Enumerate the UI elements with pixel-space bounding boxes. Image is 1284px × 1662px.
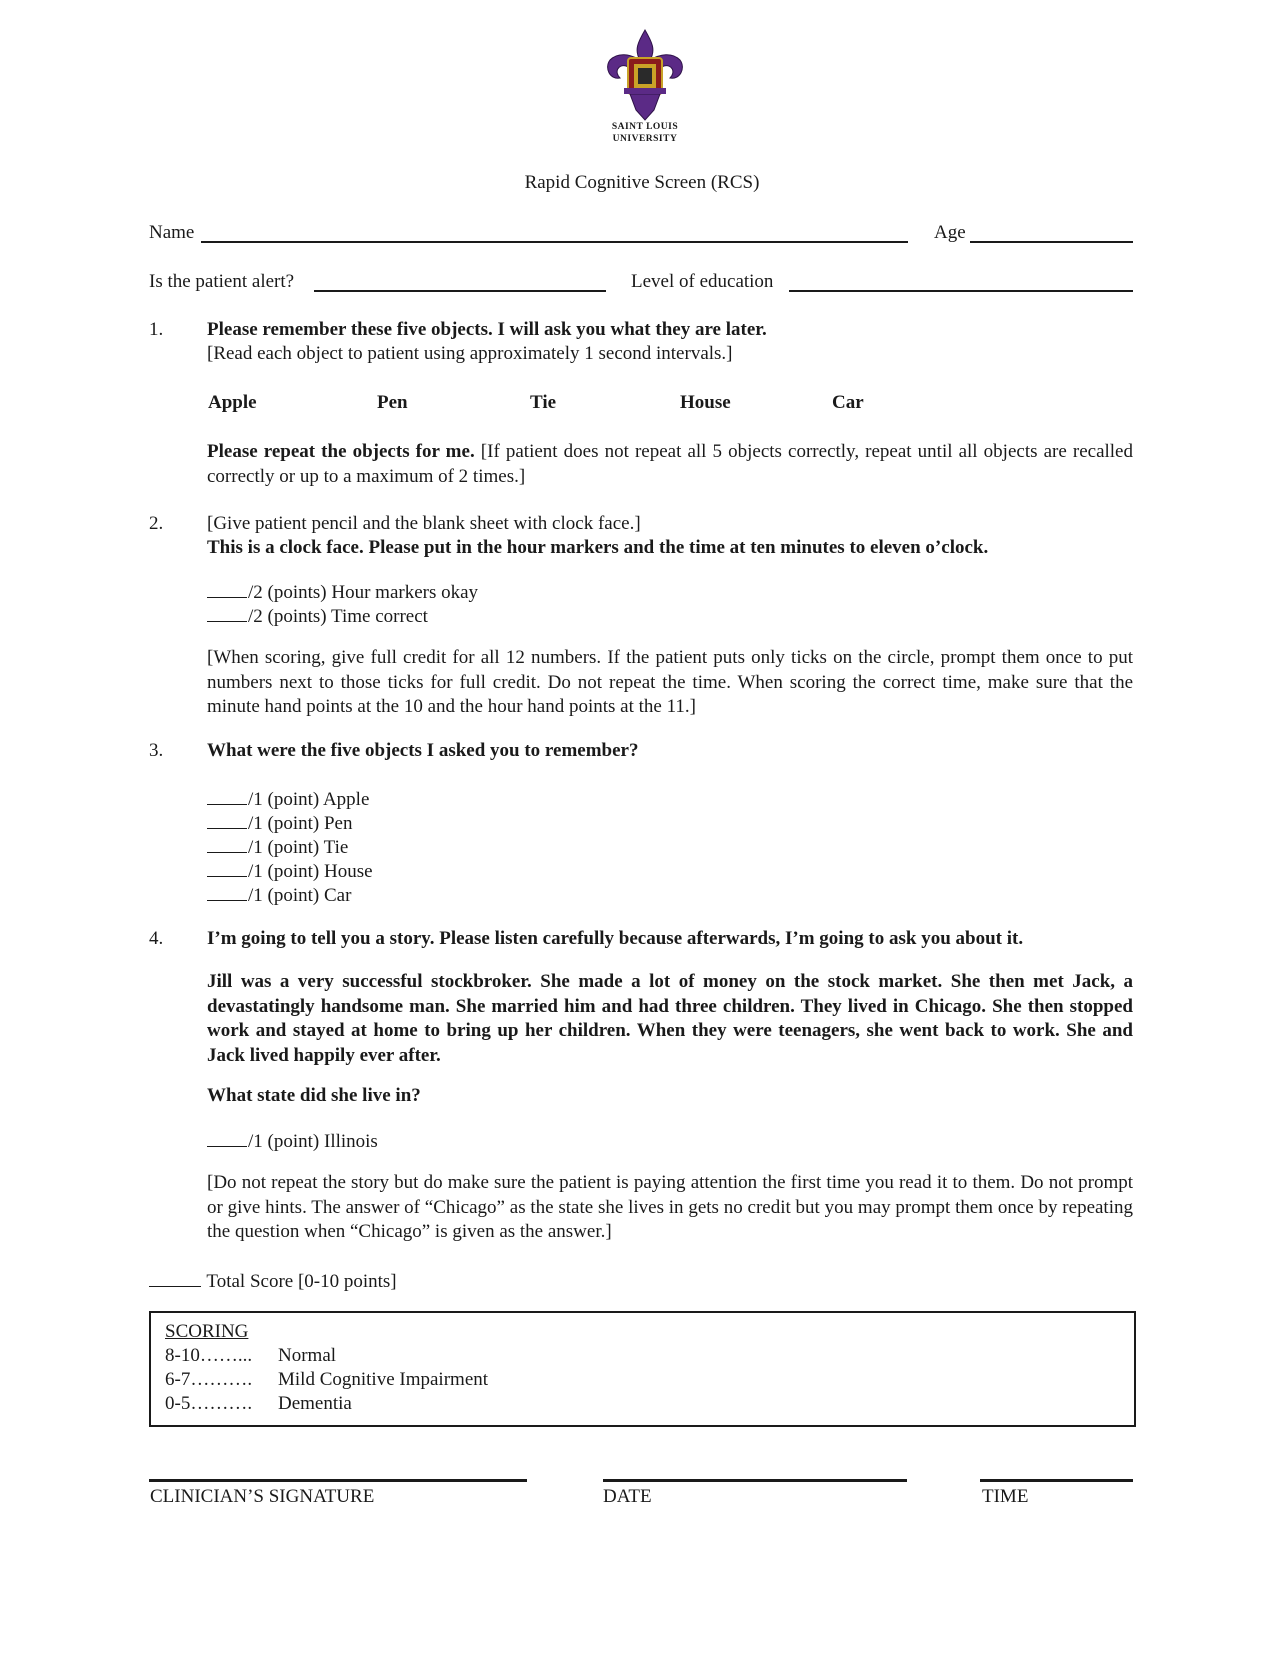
scoring-range-normal: 8-10……... — [165, 1345, 253, 1366]
q1-instruction: [Read each object to patient using approximately 1 second intervals.] — [207, 343, 733, 364]
age-field[interactable] — [970, 241, 1133, 243]
scoring-label-mci: Mild Cognitive Impairment — [278, 1369, 489, 1390]
score-item-house: /1 (point) House — [207, 858, 373, 884]
education-label: Level of education — [631, 271, 774, 292]
question-number: 4. — [149, 928, 164, 949]
age-label: Age — [934, 222, 966, 243]
q2-prompt: This is a clock face. Please put in the hour markers and the time at ten minutes to eleven o’clock. — [207, 537, 989, 558]
object-pen: Pen — [377, 392, 408, 413]
score-item-pen: /1 (point) Pen — [207, 810, 353, 836]
score-blank[interactable] — [207, 882, 247, 901]
score-blank[interactable] — [207, 834, 247, 853]
score-blank[interactable] — [207, 810, 247, 829]
education-field[interactable] — [789, 290, 1133, 292]
scoring-box — [149, 1311, 1136, 1427]
logo-text-line1: SAINT LOUIS — [611, 122, 679, 132]
score-blank[interactable] — [207, 1128, 247, 1147]
q2-instruction: [Give patient pencil and the blank sheet with clock face.] — [207, 513, 641, 534]
score-blank[interactable] — [207, 603, 247, 622]
clinician-signature-label: CLINICIAN’S SIGNATURE — [150, 1486, 375, 1507]
alert-label: Is the patient alert? — [149, 271, 295, 292]
date-label: DATE — [603, 1486, 652, 1507]
q1-repeat-bold: Please repeat the objects for me. — [207, 441, 475, 462]
name-field[interactable] — [201, 241, 908, 243]
q1-prompt: Please remember these five objects. I will ask you what they are later. — [207, 319, 767, 340]
name-label: Name — [149, 222, 195, 243]
q4-prompt: I’m going to tell you a story. Please listen carefully because afterwards, I’m going to ask you about it. — [207, 928, 1024, 949]
time-line[interactable] — [980, 1479, 1133, 1482]
q1-repeat-rest: [If patient does not repeat all 5 objects correctly, repeat until all objects are recalled correctly or up to a maximum of 2 times.] — [207, 441, 1133, 487]
score-item-apple: /1 (point) Apple — [207, 786, 369, 812]
score-item-car: /1 (point) Car — [207, 882, 351, 908]
q2-note: [When scoring, give full credit for all 12 numbers. If the patient puts only ticks on the circle, prompt them once to put numbers next to those ticks for full credit. Do not repeat the time. When scoring the correct time, make sure that the minute hand points at the 10 and the hour hand points at the 11.] — [207, 647, 1133, 717]
score-blank[interactable] — [207, 579, 247, 598]
score-item-illinois: /1 (point) Illinois — [207, 1128, 378, 1154]
score-blank[interactable] — [207, 786, 247, 805]
q3-prompt: What were the five objects I asked you to remember? — [207, 740, 639, 761]
date-line[interactable] — [603, 1479, 907, 1482]
q4-question: What state did she live in? — [207, 1085, 421, 1106]
logo-text-line2: UNIVERSITY — [612, 134, 678, 144]
score-item-tie: /1 (point) Tie — [207, 834, 348, 860]
q4-note: [Do not repeat the story but do make sure the patient is paying attention the first time you read it to them. Do not prompt or give hints. The answer of “Chicago” as the state she lives in gets no credit but you may prompt them once by repeating the question when “Chicago” is given as the answer.] — [207, 1172, 1133, 1242]
object-car: Car — [832, 392, 864, 413]
object-house: House — [680, 392, 731, 413]
total-score: Total Score [0-10 points] — [149, 1268, 397, 1293]
q1-repeat-paragraph — [207, 440, 1133, 489]
q4-story: Jill was a very successful stockbroker. She made a lot of money on the stock market. She then met Jack, a devastatingly handsome man. She married him and had three children. They lived in Chicago. She then stopped work and stayed at home to bring up her children. When they were teenagers, she went back to work. She and Jack lived happily ever after. — [207, 971, 1133, 1066]
scoring-label-dementia: Dementia — [278, 1393, 352, 1414]
object-apple: Apple — [208, 392, 257, 413]
score-item-time-correct: /2 (points) Time correct — [207, 603, 428, 629]
score-blank[interactable] — [207, 858, 247, 877]
score-item-hour-markers: /2 (points) Hour markers okay — [207, 579, 478, 605]
scoring-header: SCORING — [165, 1321, 249, 1342]
scoring-range-mci: 6-7………. — [165, 1369, 253, 1390]
page-title: Rapid Cognitive Screen (RCS) — [524, 172, 760, 193]
object-tie: Tie — [530, 392, 557, 413]
scoring-range-dementia: 0-5………. — [165, 1393, 253, 1414]
clinician-signature-line[interactable] — [149, 1479, 527, 1482]
saint-louis-university-logo — [600, 28, 690, 123]
alert-field[interactable] — [314, 290, 606, 292]
time-label: TIME — [982, 1486, 1029, 1507]
question-number: 3. — [149, 740, 164, 761]
total-score-blank[interactable] — [149, 1268, 201, 1287]
scoring-label-normal: Normal — [278, 1345, 337, 1366]
question-number: 1. — [149, 319, 164, 340]
question-number: 2. — [149, 513, 164, 534]
